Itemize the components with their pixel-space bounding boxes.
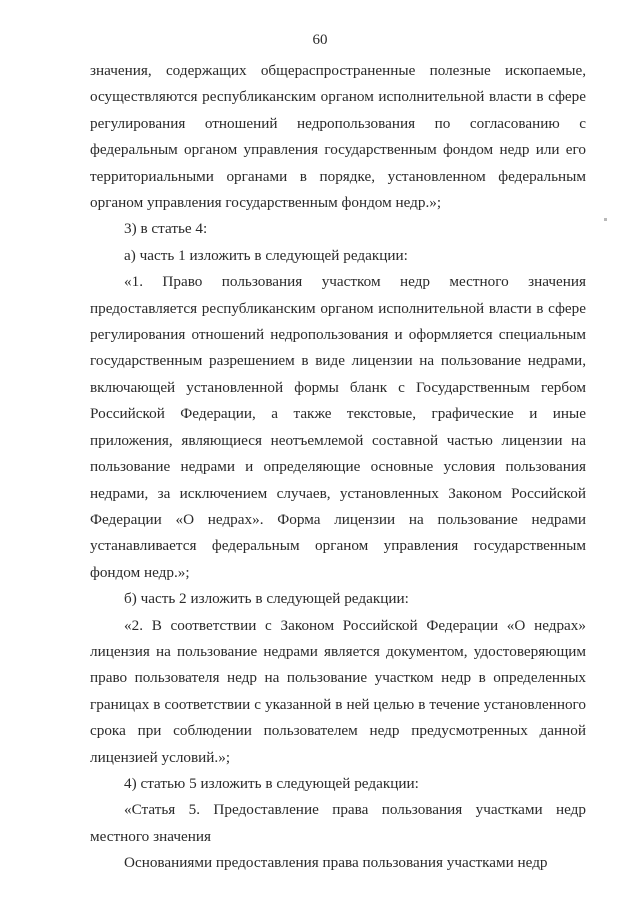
paragraph: значения, содержащих общераспространенные полезные ископаемые, осуществляются республиканским органом исполнительной власти в сфере регулирования отношений недропользования по согласованию с федеральным органом управления государственным фондом недр или его территориальными органами в порядке, установленном федеральным органом управления государственным фондом недр.»; [90,62,586,212]
paragraph: Основаниями предоставления права пользования участками недр [124,854,548,872]
document-body [90,58,586,877]
paragraph: «2. В соответствии с Законом Российской Федерации «О недрах» лицензия на пользование недрами является документом, удостоверяющим право пользователя недр на пользование участком недр в определенных границах в соответствии с указанной в ней целью в течение установленного срока при соблюдении пользователем недр предусмотренных данной лицензией условий.»; [90,616,586,766]
paragraph: 3) в статье 4: [124,220,208,238]
paragraph: «Статья 5. Предоставление права пользования участками недр местного значения [90,801,586,845]
paragraph: б) часть 2 изложить в следующей редакции: [124,590,409,608]
scan-speck [604,218,607,221]
paragraph: «1. Право пользования участком недр местного значения предоставляется республиканским органом исполнительной власти в сфере регулирования отношений недропользования и оформляется специальным государственным разрешением в виде лицензии на пользование недрами, включающей установленной формы бланк с Государственным гербом Российской Федерации, а также текстовые, графические и иные приложения, являющиеся неотъемлемой составной частью лицензии на пользование недрами и определяющие основные условия пользования недрами, за исключением случаев, установленных Законом Российской Федерации «О недрах». Форма лицензии на пользование недрами устанавливается федеральным органом управления государственным фондом недр.»; [90,273,586,581]
paragraph: а) часть 1 изложить в следующей редакции: [124,246,408,264]
paragraph: 4) статью 5 изложить в следующей редакции: [124,774,419,792]
page-number: 60 [312,32,328,48]
